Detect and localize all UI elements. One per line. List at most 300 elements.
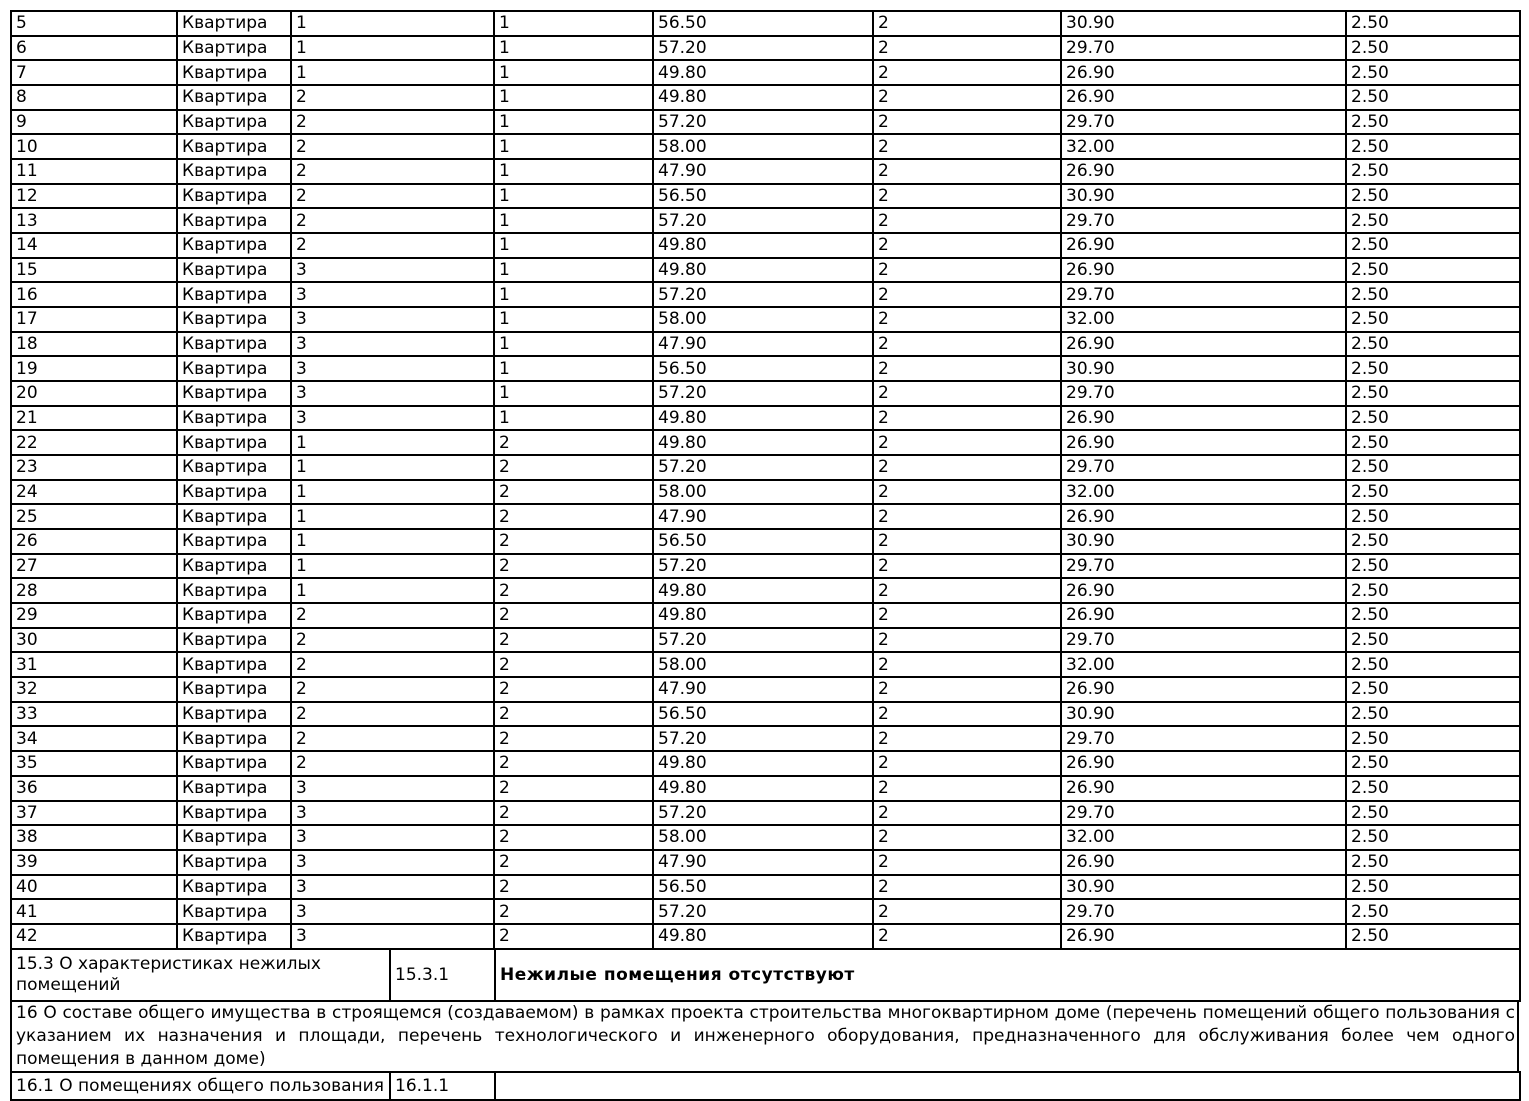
cell-row-number: 14 <box>11 233 177 258</box>
cell-floor: 1 <box>494 381 653 406</box>
cell-ceiling-height: 2.50 <box>1346 850 1520 875</box>
cell-object-type: Квартира <box>177 578 291 603</box>
cell-total-area: 47.90 <box>653 332 873 357</box>
section-16-text: 16 О составе общего имущества в строящемся (создаваемом) в рамках проекта строительства многоквартирном доме (перечень помещений общего пользования с указанием их назначения и площади, перечень технологического и инженерного оборудования, предназначенного для обслуживания более чем одного помещения в данном доме) <box>11 1001 1518 1072</box>
cell-total-area: 47.90 <box>653 850 873 875</box>
cell-total-area: 49.80 <box>653 776 873 801</box>
cell-object-type: Квартира <box>177 60 291 85</box>
cell-living-area: 29.70 <box>1061 455 1346 480</box>
cell-living-area: 26.90 <box>1061 60 1346 85</box>
cell-row-number: 32 <box>11 677 177 702</box>
cell-object-type: Квартира <box>177 455 291 480</box>
cell-floor: 2 <box>494 603 653 628</box>
cell-rooms-count: 2 <box>873 11 1061 36</box>
cell-entrance-number: 2 <box>291 85 494 110</box>
cell-floor: 2 <box>494 702 653 727</box>
cell-entrance-number: 2 <box>291 184 494 209</box>
cell-rooms-count: 2 <box>873 110 1061 135</box>
cell-row-number: 22 <box>11 430 177 455</box>
cell-total-area: 57.20 <box>653 554 873 579</box>
cell-floor: 1 <box>494 406 653 431</box>
cell-row-number: 20 <box>11 381 177 406</box>
cell-row-number: 24 <box>11 480 177 505</box>
table-row <box>11 529 1520 554</box>
cell-living-area: 30.90 <box>1061 702 1346 727</box>
cell-floor: 2 <box>494 578 653 603</box>
cell-total-area: 49.80 <box>653 85 873 110</box>
cell-rooms-count: 2 <box>873 85 1061 110</box>
cell-total-area: 56.50 <box>653 184 873 209</box>
cell-object-type: Квартира <box>177 825 291 850</box>
cell-row-number: 39 <box>11 850 177 875</box>
cell-total-area: 58.00 <box>653 825 873 850</box>
cell-ceiling-height: 2.50 <box>1346 159 1520 184</box>
cell-floor: 1 <box>494 208 653 233</box>
cell-ceiling-height: 2.50 <box>1346 208 1520 233</box>
table-row <box>11 110 1520 135</box>
cell-rooms-count: 2 <box>873 307 1061 332</box>
cell-entrance-number: 1 <box>291 36 494 61</box>
cell-rooms-count: 2 <box>873 850 1061 875</box>
cell-row-number: 35 <box>11 751 177 776</box>
cell-living-area: 26.90 <box>1061 332 1346 357</box>
cell-object-type: Квартира <box>177 480 291 505</box>
cell-total-area: 49.80 <box>653 233 873 258</box>
cell-living-area: 32.00 <box>1061 134 1346 159</box>
cell-floor: 1 <box>494 184 653 209</box>
cell-ceiling-height: 2.50 <box>1346 455 1520 480</box>
cell-entrance-number: 1 <box>291 11 494 36</box>
cell-total-area: 56.50 <box>653 875 873 900</box>
cell-row-number: 9 <box>11 110 177 135</box>
table-row <box>11 332 1520 357</box>
cell-ceiling-height: 2.50 <box>1346 726 1520 751</box>
cell-object-type: Квартира <box>177 184 291 209</box>
table-row <box>11 603 1520 628</box>
section-16-1-value <box>495 1072 1520 1100</box>
cell-row-number: 6 <box>11 36 177 61</box>
cell-floor: 1 <box>494 282 653 307</box>
cell-rooms-count: 2 <box>873 184 1061 209</box>
cell-rooms-count: 2 <box>873 356 1061 381</box>
cell-ceiling-height: 2.50 <box>1346 578 1520 603</box>
cell-row-number: 12 <box>11 184 177 209</box>
cell-ceiling-height: 2.50 <box>1346 381 1520 406</box>
cell-entrance-number: 3 <box>291 332 494 357</box>
cell-rooms-count: 2 <box>873 578 1061 603</box>
cell-floor: 1 <box>494 332 653 357</box>
cell-rooms-count: 2 <box>873 233 1061 258</box>
cell-living-area: 29.70 <box>1061 36 1346 61</box>
cell-entrance-number: 3 <box>291 875 494 900</box>
cell-row-number: 30 <box>11 628 177 653</box>
cell-living-area: 30.90 <box>1061 356 1346 381</box>
table-row <box>11 949 1520 1001</box>
cell-floor: 2 <box>494 628 653 653</box>
cell-living-area: 26.90 <box>1061 776 1346 801</box>
cell-object-type: Квартира <box>177 406 291 431</box>
cell-entrance-number: 3 <box>291 406 494 431</box>
cell-rooms-count: 2 <box>873 455 1061 480</box>
apartments-table-body <box>11 11 1520 949</box>
cell-rooms-count: 2 <box>873 801 1061 826</box>
cell-floor: 2 <box>494 850 653 875</box>
cell-ceiling-height: 2.50 <box>1346 134 1520 159</box>
cell-object-type: Квартира <box>177 430 291 455</box>
cell-entrance-number: 2 <box>291 726 494 751</box>
cell-rooms-count: 2 <box>873 603 1061 628</box>
cell-total-area: 56.50 <box>653 702 873 727</box>
cell-row-number: 19 <box>11 356 177 381</box>
cell-rooms-count: 2 <box>873 60 1061 85</box>
table-row <box>11 677 1520 702</box>
cell-total-area: 49.80 <box>653 578 873 603</box>
cell-ceiling-height: 2.50 <box>1346 825 1520 850</box>
cell-rooms-count: 2 <box>873 529 1061 554</box>
cell-row-number: 29 <box>11 603 177 628</box>
cell-living-area: 30.90 <box>1061 11 1346 36</box>
cell-total-area: 56.50 <box>653 11 873 36</box>
section-15-3-label: 15.3 О характеристиках нежилых помещений <box>11 949 390 1001</box>
cell-ceiling-height: 2.50 <box>1346 356 1520 381</box>
cell-ceiling-height: 2.50 <box>1346 11 1520 36</box>
cell-living-area: 26.90 <box>1061 850 1346 875</box>
cell-living-area: 26.90 <box>1061 85 1346 110</box>
cell-rooms-count: 2 <box>873 480 1061 505</box>
cell-floor: 2 <box>494 554 653 579</box>
table-row <box>11 504 1520 529</box>
cell-object-type: Квартира <box>177 875 291 900</box>
cell-object-type: Квартира <box>177 134 291 159</box>
cell-living-area: 26.90 <box>1061 677 1346 702</box>
cell-object-type: Квартира <box>177 603 291 628</box>
cell-total-area: 58.00 <box>653 307 873 332</box>
cell-row-number: 21 <box>11 406 177 431</box>
cell-row-number: 37 <box>11 801 177 826</box>
cell-total-area: 49.80 <box>653 603 873 628</box>
cell-entrance-number: 2 <box>291 751 494 776</box>
cell-total-area: 56.50 <box>653 529 873 554</box>
section-16-1-code: 16.1.1 <box>390 1072 495 1100</box>
cell-total-area: 49.80 <box>653 924 873 949</box>
cell-entrance-number: 1 <box>291 480 494 505</box>
cell-object-type: Квартира <box>177 924 291 949</box>
cell-living-area: 30.90 <box>1061 529 1346 554</box>
cell-entrance-number: 2 <box>291 233 494 258</box>
cell-row-number: 33 <box>11 702 177 727</box>
cell-entrance-number: 1 <box>291 578 494 603</box>
cell-rooms-count: 2 <box>873 726 1061 751</box>
cell-entrance-number: 3 <box>291 356 494 381</box>
table-row <box>11 554 1520 579</box>
section-16-table <box>10 1000 1519 1073</box>
cell-living-area: 29.70 <box>1061 554 1346 579</box>
table-row <box>11 233 1520 258</box>
cell-object-type: Квартира <box>177 356 291 381</box>
cell-floor: 2 <box>494 875 653 900</box>
document-page <box>10 10 1519 1101</box>
cell-ceiling-height: 2.50 <box>1346 85 1520 110</box>
cell-living-area: 30.90 <box>1061 184 1346 209</box>
cell-living-area: 29.70 <box>1061 110 1346 135</box>
cell-ceiling-height: 2.50 <box>1346 307 1520 332</box>
cell-row-number: 27 <box>11 554 177 579</box>
cell-entrance-number: 3 <box>291 825 494 850</box>
cell-floor: 2 <box>494 480 653 505</box>
cell-object-type: Квартира <box>177 652 291 677</box>
cell-entrance-number: 3 <box>291 850 494 875</box>
cell-ceiling-height: 2.50 <box>1346 529 1520 554</box>
cell-total-area: 49.80 <box>653 406 873 431</box>
cell-row-number: 31 <box>11 652 177 677</box>
cell-row-number: 28 <box>11 578 177 603</box>
cell-row-number: 8 <box>11 85 177 110</box>
cell-object-type: Квартира <box>177 726 291 751</box>
cell-entrance-number: 3 <box>291 899 494 924</box>
cell-living-area: 26.90 <box>1061 603 1346 628</box>
cell-ceiling-height: 2.50 <box>1346 480 1520 505</box>
cell-ceiling-height: 2.50 <box>1346 677 1520 702</box>
cell-total-area: 57.20 <box>653 282 873 307</box>
cell-row-number: 36 <box>11 776 177 801</box>
table-row <box>11 628 1520 653</box>
cell-total-area: 57.20 <box>653 381 873 406</box>
cell-rooms-count: 2 <box>873 36 1061 61</box>
cell-object-type: Квартира <box>177 554 291 579</box>
cell-object-type: Квартира <box>177 307 291 332</box>
cell-living-area: 29.70 <box>1061 726 1346 751</box>
cell-object-type: Квартира <box>177 208 291 233</box>
table-row <box>11 776 1520 801</box>
cell-living-area: 26.90 <box>1061 406 1346 431</box>
cell-entrance-number: 2 <box>291 110 494 135</box>
cell-entrance-number: 2 <box>291 134 494 159</box>
cell-entrance-number: 2 <box>291 702 494 727</box>
cell-living-area: 26.90 <box>1061 430 1346 455</box>
cell-floor: 1 <box>494 134 653 159</box>
cell-floor: 2 <box>494 430 653 455</box>
table-row <box>11 85 1520 110</box>
table-row <box>11 924 1520 949</box>
cell-floor: 1 <box>494 159 653 184</box>
cell-living-area: 26.90 <box>1061 233 1346 258</box>
cell-row-number: 40 <box>11 875 177 900</box>
cell-living-area: 29.70 <box>1061 899 1346 924</box>
cell-entrance-number: 3 <box>291 801 494 826</box>
cell-floor: 2 <box>494 504 653 529</box>
cell-total-area: 57.20 <box>653 455 873 480</box>
table-row <box>11 282 1520 307</box>
cell-ceiling-height: 2.50 <box>1346 184 1520 209</box>
cell-row-number: 7 <box>11 60 177 85</box>
table-row <box>11 1072 1520 1100</box>
cell-rooms-count: 2 <box>873 628 1061 653</box>
cell-living-area: 26.90 <box>1061 258 1346 283</box>
cell-ceiling-height: 2.50 <box>1346 875 1520 900</box>
cell-total-area: 49.80 <box>653 430 873 455</box>
cell-total-area: 47.90 <box>653 504 873 529</box>
table-row <box>11 652 1520 677</box>
table-row <box>11 578 1520 603</box>
cell-entrance-number: 2 <box>291 159 494 184</box>
cell-living-area: 32.00 <box>1061 652 1346 677</box>
cell-floor: 2 <box>494 776 653 801</box>
cell-ceiling-height: 2.50 <box>1346 430 1520 455</box>
cell-total-area: 49.80 <box>653 751 873 776</box>
cell-living-area: 29.70 <box>1061 282 1346 307</box>
cell-total-area: 47.90 <box>653 677 873 702</box>
cell-ceiling-height: 2.50 <box>1346 60 1520 85</box>
cell-row-number: 11 <box>11 159 177 184</box>
cell-object-type: Квартира <box>177 801 291 826</box>
cell-entrance-number: 3 <box>291 282 494 307</box>
cell-floor: 2 <box>494 924 653 949</box>
cell-living-area: 32.00 <box>1061 307 1346 332</box>
cell-total-area: 49.80 <box>653 60 873 85</box>
cell-entrance-number: 2 <box>291 603 494 628</box>
table-row <box>11 406 1520 431</box>
cell-row-number: 23 <box>11 455 177 480</box>
cell-floor: 2 <box>494 455 653 480</box>
table-row <box>11 850 1520 875</box>
cell-total-area: 57.20 <box>653 899 873 924</box>
cell-object-type: Квартира <box>177 85 291 110</box>
cell-floor: 2 <box>494 801 653 826</box>
cell-object-type: Квартира <box>177 850 291 875</box>
cell-floor: 1 <box>494 110 653 135</box>
table-row <box>11 726 1520 751</box>
table-row <box>11 455 1520 480</box>
table-row <box>11 11 1520 36</box>
cell-object-type: Квартира <box>177 899 291 924</box>
cell-living-area: 29.70 <box>1061 208 1346 233</box>
cell-living-area: 29.70 <box>1061 381 1346 406</box>
table-row <box>11 258 1520 283</box>
cell-total-area: 56.50 <box>653 356 873 381</box>
cell-row-number: 15 <box>11 258 177 283</box>
cell-entrance-number: 2 <box>291 677 494 702</box>
cell-rooms-count: 2 <box>873 776 1061 801</box>
cell-entrance-number: 3 <box>291 307 494 332</box>
cell-total-area: 57.20 <box>653 628 873 653</box>
cell-entrance-number: 1 <box>291 455 494 480</box>
cell-row-number: 18 <box>11 332 177 357</box>
cell-ceiling-height: 2.50 <box>1346 652 1520 677</box>
cell-rooms-count: 2 <box>873 208 1061 233</box>
cell-row-number: 41 <box>11 899 177 924</box>
cell-ceiling-height: 2.50 <box>1346 554 1520 579</box>
table-row <box>11 36 1520 61</box>
cell-rooms-count: 2 <box>873 406 1061 431</box>
cell-object-type: Квартира <box>177 529 291 554</box>
cell-ceiling-height: 2.50 <box>1346 924 1520 949</box>
cell-floor: 2 <box>494 899 653 924</box>
table-row <box>11 184 1520 209</box>
table-row <box>11 751 1520 776</box>
cell-floor: 2 <box>494 825 653 850</box>
cell-entrance-number: 1 <box>291 504 494 529</box>
table-row <box>11 307 1520 332</box>
cell-living-area: 29.70 <box>1061 628 1346 653</box>
table-row <box>11 159 1520 184</box>
cell-object-type: Квартира <box>177 36 291 61</box>
cell-rooms-count: 2 <box>873 134 1061 159</box>
cell-ceiling-height: 2.50 <box>1346 233 1520 258</box>
cell-total-area: 58.00 <box>653 652 873 677</box>
cell-floor: 1 <box>494 36 653 61</box>
table-row <box>11 702 1520 727</box>
table-row <box>11 430 1520 455</box>
cell-total-area: 58.00 <box>653 480 873 505</box>
cell-object-type: Квартира <box>177 11 291 36</box>
cell-object-type: Квартира <box>177 258 291 283</box>
cell-object-type: Квартира <box>177 677 291 702</box>
cell-row-number: 38 <box>11 825 177 850</box>
table-row <box>11 875 1520 900</box>
cell-rooms-count: 2 <box>873 504 1061 529</box>
cell-rooms-count: 2 <box>873 899 1061 924</box>
cell-object-type: Квартира <box>177 504 291 529</box>
cell-row-number: 16 <box>11 282 177 307</box>
cell-total-area: 57.20 <box>653 36 873 61</box>
cell-entrance-number: 2 <box>291 628 494 653</box>
cell-object-type: Квартира <box>177 381 291 406</box>
cell-entrance-number: 2 <box>291 652 494 677</box>
cell-ceiling-height: 2.50 <box>1346 110 1520 135</box>
cell-object-type: Квартира <box>177 628 291 653</box>
cell-object-type: Квартира <box>177 233 291 258</box>
cell-ceiling-height: 2.50 <box>1346 258 1520 283</box>
cell-living-area: 32.00 <box>1061 825 1346 850</box>
cell-entrance-number: 1 <box>291 554 494 579</box>
cell-floor: 1 <box>494 60 653 85</box>
cell-living-area: 29.70 <box>1061 801 1346 826</box>
cell-floor: 2 <box>494 652 653 677</box>
cell-row-number: 26 <box>11 529 177 554</box>
cell-row-number: 5 <box>11 11 177 36</box>
cell-floor: 1 <box>494 356 653 381</box>
cell-entrance-number: 3 <box>291 776 494 801</box>
cell-row-number: 34 <box>11 726 177 751</box>
cell-ceiling-height: 2.50 <box>1346 504 1520 529</box>
cell-living-area: 26.90 <box>1061 924 1346 949</box>
cell-row-number: 10 <box>11 134 177 159</box>
cell-entrance-number: 1 <box>291 430 494 455</box>
cell-floor: 2 <box>494 677 653 702</box>
cell-ceiling-height: 2.50 <box>1346 776 1520 801</box>
cell-floor: 2 <box>494 726 653 751</box>
apartments-table <box>10 10 1521 950</box>
cell-entrance-number: 1 <box>291 529 494 554</box>
cell-ceiling-height: 2.50 <box>1346 406 1520 431</box>
cell-total-area: 58.00 <box>653 134 873 159</box>
cell-entrance-number: 2 <box>291 208 494 233</box>
cell-rooms-count: 2 <box>873 159 1061 184</box>
cell-rooms-count: 2 <box>873 381 1061 406</box>
cell-rooms-count: 2 <box>873 825 1061 850</box>
cell-floor: 2 <box>494 751 653 776</box>
cell-rooms-count: 2 <box>873 554 1061 579</box>
cell-ceiling-height: 2.50 <box>1346 801 1520 826</box>
cell-total-area: 57.20 <box>653 801 873 826</box>
cell-living-area: 32.00 <box>1061 480 1346 505</box>
table-row <box>11 899 1520 924</box>
cell-object-type: Квартира <box>177 776 291 801</box>
cell-ceiling-height: 2.50 <box>1346 899 1520 924</box>
section-15-3-code: 15.3.1 <box>390 949 495 1001</box>
table-row <box>11 801 1520 826</box>
cell-living-area: 30.90 <box>1061 875 1346 900</box>
